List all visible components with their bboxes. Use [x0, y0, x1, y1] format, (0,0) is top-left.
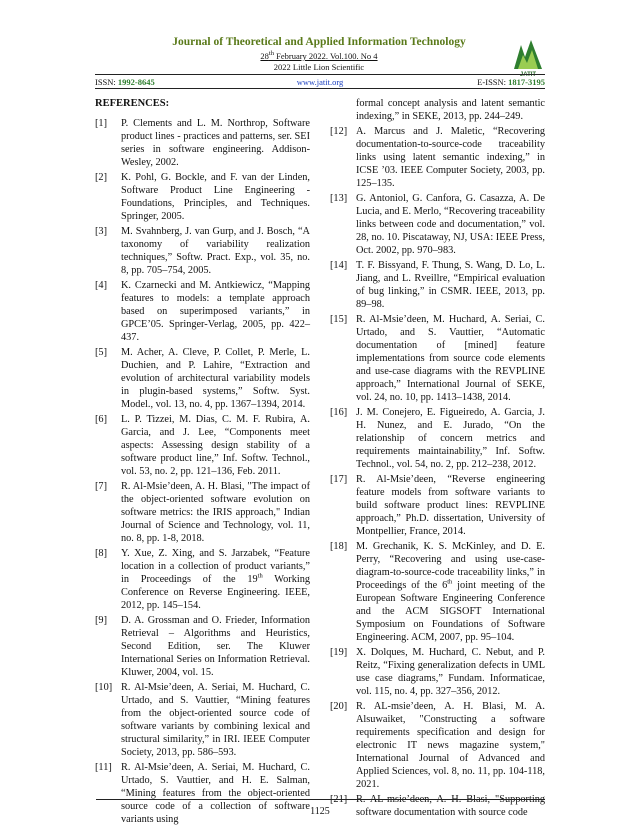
- issue-day: 28: [260, 51, 269, 61]
- reference-item: [3] M. Svahnberg, J. van Gurp, and J. Bosch, “A taxonomy of variability realization techniques,” Softw. Pract. Exp., vol. 35, no. 8, pp. 705–754, 2005.: [95, 226, 310, 276]
- issue-day-suffix: th: [268, 50, 274, 58]
- header-rule-bottom: [95, 88, 545, 89]
- reference-item: [9] D. A. Grossman and O. Frieder, Information Retrieval – Algorithms and Heuristics, Second Edition, ser. The Kluwer International Series on Information Retrieval. Kluwer, 2004, vol. 15.: [95, 615, 310, 678]
- reference-item: [4] K. Czarnecki and M. Antkiewicz, “Mapping features to models: a template approach based on superimposed variants,” in GPCE’05. Springer-Verlag, 2005, pp. 422–437.: [95, 280, 310, 343]
- journal-title: Journal of Theoretical and Applied Information Technology: [172, 36, 466, 48]
- reference-item: [14] T. F. Bissyand, F. Thung, S. Wang, D. Lo, L. Jiang, and L. Rveillre, “Empirical evaluation of bug linking,” in CSMR. IEEE, 2013, pp. 89–98.: [330, 260, 545, 310]
- reference-item: [11] R. Al-Msie’deen, A. Seriai, M. Huchard, C. Urtado, S. Vauttier, and H. E. Salman, “Mining features from the object-oriented source code of a collection of software variants using: [95, 762, 310, 825]
- eissn: E-ISSN: 1817-3195: [477, 77, 545, 87]
- copyright-line: 2022 Little Lion Scientific: [273, 62, 365, 72]
- page-number: 1125: [310, 806, 330, 817]
- reference-item: [21] R. AL-msie’deen, A. H. Blasi, "Supporting software documentation with source code: [330, 794, 545, 818]
- reference-item: [18] M. Grechanik, K. S. McKinley, and D. E. Perry, “Recovering and using use-case-diagram-to-source-code traceability links,” in Proceedings of the 6th joint meeting of the European Software Engineering Conference and the ACM SIGSOFT International Symposium on Foundations of Software Engineering. ACM, 2007, pp. 95–104.: [330, 541, 545, 643]
- issue-line: [100, 51, 538, 61]
- left-column: [95, 97, 310, 828]
- reference-item: [8] Y. Xue, Z. Xing, and S. Jarzabek, “Feature location in a collection of product variants,” in Proceedings of the 19th Working Conference on Reverse Engineering. IEEE, 2012, pp. 145–154.: [95, 548, 311, 611]
- reference-item: [12] A. Marcus and J. Maletic, “Recovering documentation-to-source-code traceability links using latent semantic indexing,” in ICSE ’03. IEEE Computer Society, 2003, pp. 125–135.: [330, 126, 545, 189]
- logo-text: JATIT: [519, 72, 537, 78]
- reference-item: [5] M. Acher, A. Cleve, P. Collet, P. Merle, L. Duchien, and P. Lahire, “Extraction and evolution of architectural variability models in plugin-based systems,” Softw. Syst. Model., vol. 13, no. 4, pp. 1367–1394, 2014.: [95, 347, 310, 410]
- issn-row: [95, 77, 545, 88]
- reference-item: [6] L. P. Tizzei, M. Dias, C. M. F. Rubira, A. Garcia, and J. Lee, “Components meet aspects: Assessing design stability of a software product line,” Inf. Softw. Technol., vol. 53, no. 2, pp. 121–136, Feb. 2011.: [95, 414, 310, 477]
- page-header: [0, 0, 638, 100]
- reference-item: [17] R. Al-Msie’deen, “Reverse engineering feature models from software variants to build software product lines: REVPLINE approach,” Ph.D. dissertation, University of Montpellier, France, 2014.: [330, 474, 545, 537]
- reference-item: [1] P. Clements and L. M. Northrop, Software product lines - practices and patterns, ser. SEI series in software engineering. Addison-Wesley, 2002.: [95, 118, 310, 168]
- footer-rule: [96, 799, 545, 800]
- reference-item: [13] G. Antoniol, G. Canfora, G. Casazza, A. De Lucia, and E. Merlo, “Recovering traceability links between code and documentation,” vol. 28, no. 10. Piscataway, NJ, USA: IEEE Press, Oct. 2002, pp. 970–983.: [330, 193, 545, 256]
- jatit-logo-icon: [511, 37, 545, 73]
- reference-item: [2] K. Pohl, G. Bockle, and F. van der Linden, Software Product Line Engineering - Foundations, Principles, and Techniques. Springer, 2005.: [95, 172, 310, 222]
- reference-continuation: formal concept analysis and latent semantic indexing,” in SEKE, 2013, pp. 244–249.: [356, 98, 545, 122]
- journal-url-link[interactable]: www.jatit.org: [296, 77, 344, 87]
- reference-item: [19] X. Dolques, M. Huchard, C. Nebut, and P. Reitz, “Fixing generalization defects in UML use case diagrams,” Fundam. Informaticae, vol. 115, no. 4, pp. 327–356, 2012.: [330, 647, 545, 697]
- issn: ISSN: 1992-8645: [95, 77, 155, 87]
- right-column: [330, 97, 545, 821]
- reference-item: [15] R. Al-Msie’deen, M. Huchard, A. Seriai, C. Urtado, and S. Vauttier, “Automatic documentation of [mined] feature implementations from source code elements and use-case diagrams with the REVPLINE approach,” International Journal of SEKE, vol. 24, no. 10, pp. 1413–1438, 2014.: [330, 314, 545, 403]
- issue-details: February 2022. Vol.100. No 4: [273, 51, 378, 61]
- reference-item: [7] R. Al-Msie’deen, A. H. Blasi, "The impact of the object-oriented software evolution on software metrics: the IRIS approach," Indian Journal of Science and Technology, vol. 11, no. 8, pp. 1-8, 2018.: [95, 481, 310, 544]
- reference-item: [20] R. AL-msie’deen, A. H. Blasi, M. A. Alsuwaiket, "Constructing a software requirements specification and design for electronic IT news magazine system," International Journal of Advanced and Applied Sciences, vol. 8, no. 11, pp. 104-118, 2021.: [330, 701, 545, 790]
- references-heading: REFERENCES:: [95, 98, 170, 109]
- header-rule-top: [95, 74, 545, 75]
- reference-item: [10] R. Al-Msie’deen, A. Seriai, M. Huchard, C. Urtado, and S. Vauttier, “Mining features from the object-oriented source code of software variants by combining lexical and structural similarity,” in IRI. IEEE Computer Society, 2013, pp. 586–593.: [95, 682, 310, 758]
- reference-item: [16] J. M. Conejero, E. Figueiredo, A. Garcia, J. H. Nunez, and E. Jurado, “On the relationship of concern metrics and requirements maintainability,” Inf. Softw. Technol., vol. 54, no. 2, pp. 212–238, 2012.: [330, 407, 545, 470]
